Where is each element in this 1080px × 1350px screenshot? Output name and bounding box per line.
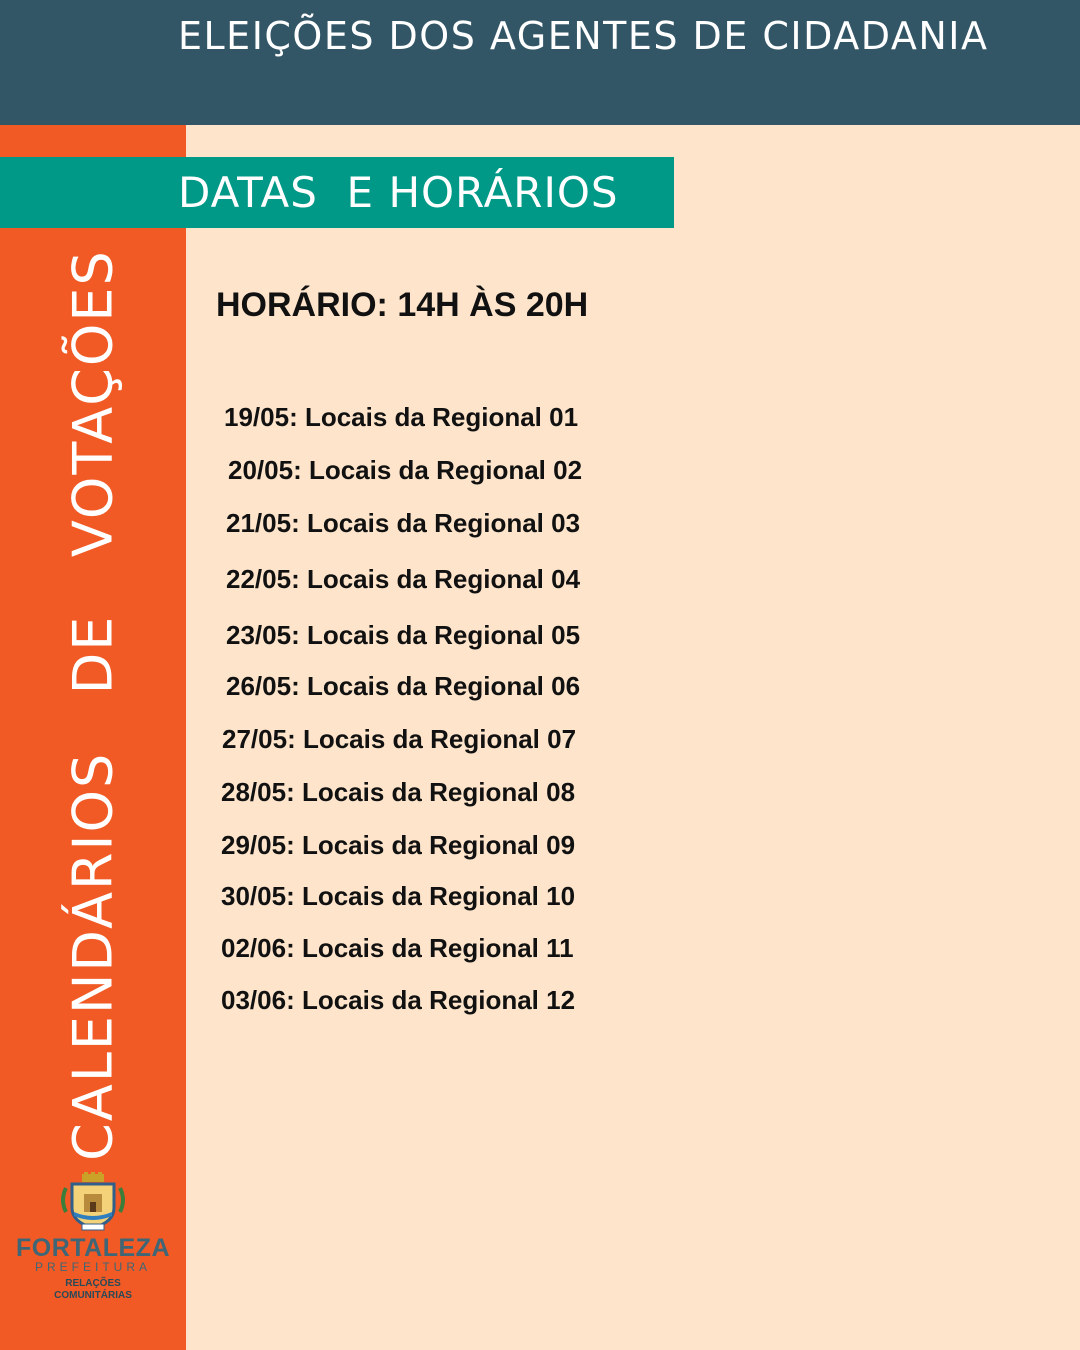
fortaleza-logo (0, 1168, 186, 1308)
logo-department-line2: COMUNITÁRIAS (54, 1290, 132, 1301)
header-title: ELEIÇÕES DOS AGENTES DE CIDADANIA (178, 14, 989, 58)
voting-hours: HORÁRIO: 14H ÀS 20H (216, 286, 589, 324)
logo-department-line1: RELAÇÕES (65, 1278, 121, 1289)
logo-name: FORTALEZA (15, 1234, 170, 1262)
schedule-item: 26/05: Locais da Regional 06 (226, 671, 581, 701)
logo-subtitle: PREFEITURA (34, 1260, 151, 1274)
banner-title: DATAS E HORÁRIOS (178, 168, 619, 217)
schedule-item: 27/05: Locais da Regional 07 (222, 724, 577, 754)
schedule-item: 29/05: Locais da Regional 09 (221, 830, 576, 860)
schedule-item: 30/05: Locais da Regional 10 (221, 881, 576, 911)
schedule-item: 19/05: Locais da Regional 01 (224, 402, 579, 432)
schedule-item: 28/05: Locais da Regional 08 (221, 777, 576, 807)
schedule-item: 23/05: Locais da Regional 05 (226, 620, 581, 650)
sidebar-vertical-title: CALENDÁRIOS DE VOTAÇÕES (61, 249, 125, 1161)
section-banner (0, 157, 674, 228)
schedule-item: 20/05: Locais da Regional 02 (228, 455, 583, 485)
logo-department (0, 1278, 186, 1302)
city-coat-of-arms-icon (58, 1172, 128, 1232)
schedule-item: 02/06: Locais da Regional 11 (221, 933, 574, 963)
schedule-item: 21/05: Locais da Regional 03 (226, 508, 581, 538)
header-bar (0, 0, 1080, 125)
schedule-item: 03/06: Locais da Regional 12 (221, 985, 576, 1015)
schedule-item: 22/05: Locais da Regional 04 (226, 564, 581, 594)
